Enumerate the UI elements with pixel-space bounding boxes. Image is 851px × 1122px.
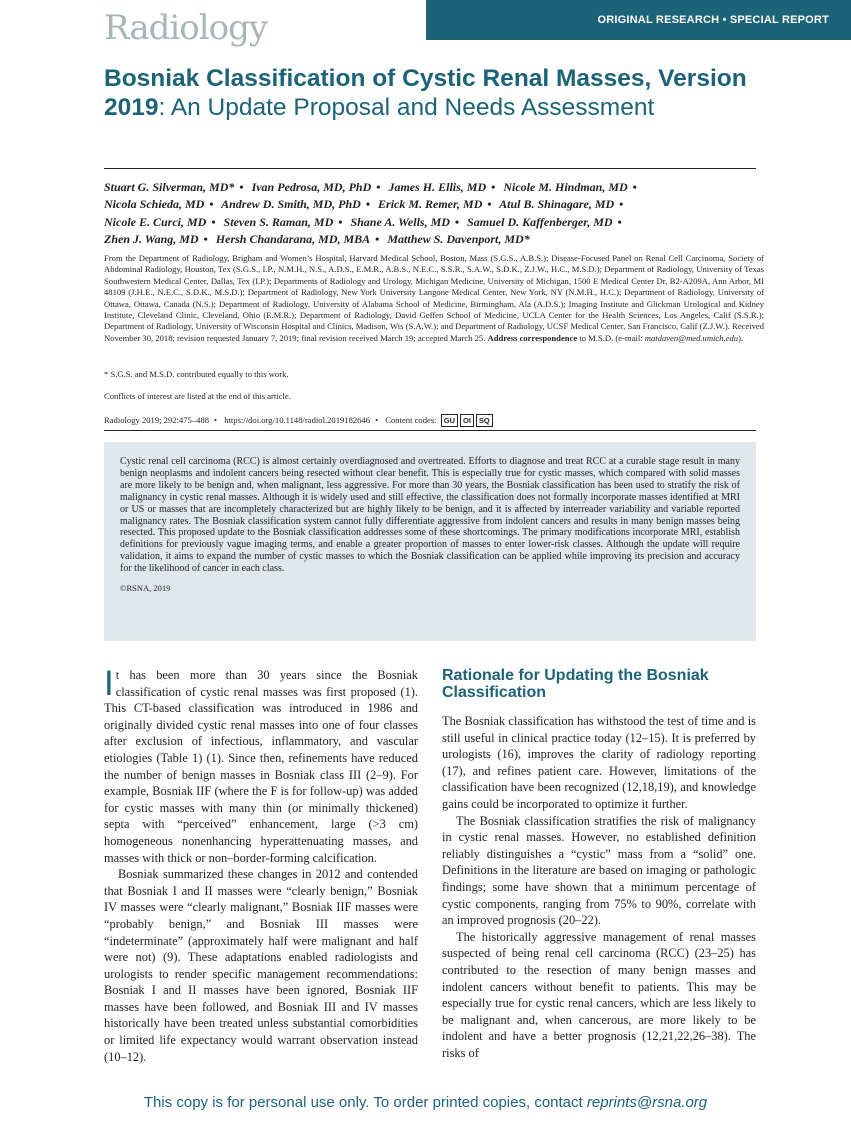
affiliations <box>104 253 764 344</box>
author: Nicole M. Hindman, MD <box>503 180 628 194</box>
correspondence-text: to M.S.D. (e-mail: <box>577 332 645 343</box>
reprints-email-link[interactable]: reprints@rsna.org <box>586 1094 708 1111</box>
content-code: OI <box>460 414 474 427</box>
conflicts-note: Conflicts of interest are listed at the end of this article. <box>104 391 291 401</box>
equal-contribution-note: * S.G.S. and M.S.D. contributed equally to this work. <box>104 369 289 379</box>
body-right-column <box>442 667 756 1061</box>
content-codes-label: Content codes: <box>385 415 437 425</box>
author: Nicole E. Curci, MD <box>104 214 207 229</box>
paragraph: The Bosniak classification has withstood the test of time and is still useful in clinical practice today (12–15). It is preferred by urologists (16), improves the clarity of radiology reporting (17), and refines patient care. However, limitations of the classification have been recognized (12,18,19), and knowledge gains could be incorporated to optimize it further. <box>442 714 756 811</box>
drop-cap: I <box>104 664 114 703</box>
author: Steven S. Raman, MD <box>223 214 334 229</box>
author: Andrew D. Smith, MD, PhD <box>221 197 361 212</box>
abstract-box <box>104 442 756 641</box>
correspondence-email[interactable]: matdaven@med.umich.edu <box>644 332 739 343</box>
author: Erick M. Remer, MD <box>378 197 483 212</box>
citation-divider <box>104 430 756 431</box>
footer-text: This copy is for personal use only. To order printed copies, contact <box>143 1094 587 1111</box>
paragraph: t has been more than 30 years since the Bosniak classification of cystic renal masses was first proposed (1). This CT-based classification was introduced in 1986 and originally divided cystic renal masses into one of four classes after exclusion of infectious, inflammatory, and vascular etiologies (Table 1) (1). Since then, refinements have reduced the number of benign masses in Bosniak class III (2–9). For example, Bosniak IIF (where the F is for follow-up) was added for cystic masses with many thin (or minimally thickened) septa with “perceived” enhancement, large (>3 cm) homogeneous nonenhancing hyperattenuating masses, and masses with thick or non–border-forming calcification. <box>104 668 418 865</box>
section-banner: ORIGINAL RESEARCH • SPECIAL REPORT <box>426 0 851 40</box>
doi-link[interactable]: https://doi.org/10.1148/radiol.2019182646 <box>224 415 371 425</box>
author: Hersh Chandarana, MD, MBA <box>215 231 371 246</box>
title-subtitle: : An Update Proposal and Needs Assessment <box>158 94 655 121</box>
body-left-column <box>104 664 418 1065</box>
author: James H. Ellis, MD <box>388 180 487 194</box>
author: Zhen J. Wang, MD <box>104 231 199 246</box>
author: Nicola Schieda, MD <box>104 197 205 212</box>
correspondence-label: Address correspondence <box>487 332 578 343</box>
section-heading: Rationale for Updating the Bosniak Classification <box>442 667 709 701</box>
journal-name: Radiology <box>104 8 268 48</box>
journal-reference: Radiology 2019; 292:475–488 <box>104 415 210 425</box>
content-code: SQ <box>476 414 493 427</box>
content-code: GU <box>441 414 458 427</box>
title-divider <box>104 168 756 169</box>
abstract-copyright: ©RSNA, 2019 <box>120 583 171 594</box>
paragraph: Bosniak summarized these changes in 2012 and contended that Bosniak I and II masses were “clearly benign,” Bosniak IV masses were “clearly malignant,” Bosniak IIF masses were “probably benign,” and Bosniak III masses were “indeterminate” (approximately half were malignant and half were not) (9). These adaptations enabled radiologists and urologists to render specific management recommendations: Bosniak I and II masses have been ignored, Bosniak IIF masses have been followed, and Bosniak III and IV masses historically have been treated unless substantial comorbidities or limited life expectancy would warrant observation instead (10–12). <box>104 867 418 1064</box>
paragraph: The historically aggressive management of renal masses suspected of being renal cell carcinoma (RCC) (23–25) has contributed to the resection of many benign masses and indolent cancers without benefit to patients. This may be especially true for cystic renal cancers, which are less likely to be malignant and, when cancerous, are more likely to be indolent and have a better prognosis (12,21,22,26–38). The risks of <box>442 929 756 1060</box>
title-main: Bosniak Classification of Cystic Renal Masses, Version 2019 <box>104 65 747 121</box>
author: Samuel D. Kaffenberger, MD <box>467 214 613 229</box>
correspondence-closing: ). <box>738 332 744 343</box>
author-list: Stuart G. Silverman, MD* • Ivan Pedrosa, MD, PhD • James H. Ellis, MD • Nicole M. Hindman, MD • Nicola Schieda, MD • Andrew D. Smith, MD, PhD • Erick M. Remer, MD • Atul B. Shinagare, MD • Nicole E. Curci, MD • Steven S. Raman, MD • Shane A. Wells, MD • Samuel D. Kaffenberger, MD • Zhen J. Wang, MD • Hersh Chandarana, MD, MBA • Matthew S. Davenport, MD* <box>104 180 637 246</box>
article-title <box>104 64 764 122</box>
paragraph: The Bosniak classification stratifies the risk of malignancy in cystic renal masses. However, no established definition reliably distinguishes a “cystic” mass from a “solid” one. Definitions in the literature are based on imaging or pathologic findings; some have shown that a minimum percentage of cystic components, ranging from 75% to 90%, correlate with an improved prognosis (20–22). <box>442 813 756 928</box>
affiliations-text: From the Department of Radiology, Brigham and Women’s Hospital, Harvard Medical School, Boston, Mass (S.G.S., A.B.S.); Disease-Focused Panel on Renal Cell Carcinoma, Society of Abdominal Radiology, Houston, Tex (S.G.S., I.P., N.M.H., N.S., A.D.S., E.M.R., A.B.S., N.E.C., S.S.R., S.A.W., S.D.K., Z.J.W., H.C., M.S.D.); Department of Radiology, University of Texas Southwestern Medical Center, Dallas, Tex (I.P.); Departments of Radiology and Urology, Michigan Medicine, University of Michigan, 1500 E Medical Center Dr, B2-A209A, Ann Arbor, MI 48109 (J.H.E., N.E.C., S.D.K., M.S.D.); Department of Radiology, New York University Langone Medical Center, New York, NY (N.M.H., H.C.); Department of Radiology, University of Ottawa, Ottawa, Canada (N.S.); Department of Radiology, University of Alabama School of Medicine, Birmingham, Ala (A.D.S.); Imaging Institute and Glickman Urological and Kidney Institute, Cleveland Clinic, Cleveland, Ohio (E.M.R.); Department of Radiology, David Geffen School of Medicine, UCLA Center for the Health Sciences, Los Angeles, Calif (S.S.R.); Department of Radiology, University of Wisconsin Hospital and Clinics, Madison, Wis (S.A.W.); and Department of Radiology, UCSF Medical Center, San Francisco, Calif (Z.J.W.). Received November 30, 2018; revision requested January 7, 2019; final revision received March 19; accepted March 25. <box>104 253 764 343</box>
author: Matthew S. Davenport, MD* <box>387 231 530 246</box>
author: Ivan Pedrosa, MD, PhD <box>251 180 372 194</box>
author: Stuart G. Silverman, MD* <box>104 180 235 194</box>
abstract-text: Cystic renal cell carcinoma (RCC) is almost certainly overdiagnosed and overtreated. Efforts to diagnose and treat RCC at a curable stage result in many benign neoplasms and indolent cancers being resected without clear benefit. This is especially true for cystic masses, which compared with solid masses are more likely to be benign and, when malignant, less aggressive. For more than 30 years, the Bosniak classification has been used to stratify the risk of malignancy in cystic renal masses. Although it is widely used and still effective, the classification does not formally incorporate masses identified at MRI or US or masses that are incompletely characterized but are highly likely to be benign, and it is affected by interreader variability and variable reported malignancy rates. The Bosniak classification system cannot fully differentiate aggressive from indolent cancers and results in many benign masses being resected. This proposed update to the Bosniak classification addresses some of these shortcomings. The primary modifications incorporate MRI, establish definitions for previously vague imaging terms, and enable a greater proportion of masses to enter lower-risk classes. Although the update will require validation, it aims to expand the number of cystic masses to which the Bosniak classification can be applied while improving its precision and accuracy for the likelihood of cancer in each class. <box>120 456 740 575</box>
author: Shane A. Wells, MD <box>350 214 450 229</box>
author: Atul B. Shinagare, MD <box>499 197 615 212</box>
citation-line: Radiology 2019; 292:475–488 • https://doi.org/10.1148/radiol.2019182646 • Content codes: GU OI SQ <box>104 413 764 427</box>
reprint-footer <box>0 1094 851 1111</box>
